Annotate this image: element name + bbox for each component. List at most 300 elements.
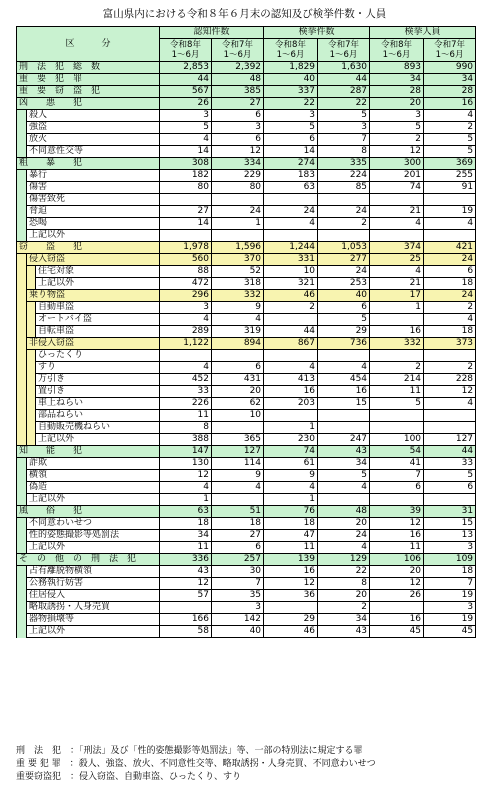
value-cell: 374 [370,242,424,254]
header-period-label: 1～6月 [435,50,464,60]
value-cell: 4 [318,542,370,554]
value-cell: 114 [212,458,264,470]
group-bracket [17,410,27,422]
value-cell: 63 [264,182,318,194]
header-period-label: 1～6月 [276,50,305,60]
value-cell: 4 [318,482,370,494]
value-cell: 20 [370,566,424,578]
value-cell: 34 [318,458,370,470]
row-label: 上記以外 [27,230,160,242]
value-cell: 34 [370,74,424,86]
row-label: 上記以外 [27,626,160,638]
group-bracket [17,254,27,266]
group-bracket [17,194,27,206]
value-cell: 18 [212,518,264,530]
value-cell: 369 [424,158,476,170]
row-label: 車上ねらい [36,398,160,410]
value-cell [264,350,318,362]
footnote: 重 要 犯 罪 ：殺人、強盗、放火、不同意性交等、略取誘拐・人身売買、不同意わいせつ [16,759,376,769]
value-cell: 27 [212,530,264,542]
value-cell: 12 [424,386,476,398]
value-cell: 5 [318,314,370,326]
value-cell: 130 [160,458,212,470]
value-cell: 2 [370,362,424,374]
table-row [17,194,476,206]
value-cell: 3 [212,122,264,134]
row-label: 不同意わいせつ [27,518,160,530]
value-cell: 26 [160,98,212,110]
value-cell: 12 [212,146,264,158]
value-cell: 18 [424,278,476,290]
value-cell: 257 [212,554,264,566]
value-cell: 1,244 [264,242,318,254]
value-cell [212,350,264,362]
value-cell: 3 [212,602,264,614]
value-cell: 8 [160,422,212,434]
table-row [17,578,476,590]
value-cell: 16 [370,530,424,542]
value-cell [370,194,424,206]
value-cell: 6 [424,266,476,278]
value-cell: 1,978 [160,242,212,254]
value-cell: 7 [212,578,264,590]
value-cell: 100 [370,434,424,446]
value-cell [370,410,424,422]
table-row [17,506,476,518]
table-row [17,230,476,242]
group-bracket [17,470,27,482]
value-cell: 24 [318,530,370,542]
header-period-r7 [318,39,370,62]
value-cell: 373 [424,338,476,350]
value-cell: 990 [424,62,476,74]
value-cell: 27 [212,98,264,110]
value-cell: 15 [424,518,476,530]
value-cell: 5 [318,470,370,482]
value-cell: 13 [424,530,476,542]
value-cell: 1,122 [160,338,212,350]
value-cell: 2 [424,302,476,314]
value-cell: 47 [264,530,318,542]
value-cell: 2 [424,362,476,374]
table-row [17,290,476,302]
value-cell: 893 [370,62,424,74]
value-cell: 46 [264,626,318,638]
table-row [17,86,476,98]
value-cell: 51 [212,506,264,518]
value-cell: 14 [160,218,212,230]
table-row [17,314,476,326]
value-cell [160,194,212,206]
table-row [17,302,476,314]
value-cell: 6 [370,482,424,494]
value-cell: 76 [264,506,318,518]
group-bracket [17,338,27,350]
row-label: 自動販売機ねらい [36,422,160,434]
value-cell: 4 [160,482,212,494]
value-cell: 894 [212,338,264,350]
value-cell: 289 [160,326,212,338]
value-cell: 44 [264,326,318,338]
table-row [17,614,476,626]
value-cell: 74 [264,446,318,458]
value-cell: 18 [424,566,476,578]
value-cell: 4 [212,314,264,326]
value-cell: 147 [160,446,212,458]
value-cell: 8 [318,578,370,590]
crime-statistics-table [16,26,476,638]
row-label: 上記以外 [36,434,160,446]
value-cell: 24 [318,206,370,218]
table-row [17,542,476,554]
value-cell: 1 [370,302,424,314]
value-cell: 29 [264,614,318,626]
group-bracket [17,578,27,590]
value-cell: 106 [370,554,424,566]
value-cell: 2 [318,602,370,614]
value-cell: 385 [212,86,264,98]
value-cell: 45 [370,626,424,638]
row-label: 万引き [36,374,160,386]
table-row [17,98,476,110]
table-row [17,146,476,158]
table-row [17,566,476,578]
value-cell [160,230,212,242]
value-cell: 4 [212,482,264,494]
group-bracket [17,530,27,542]
table-header [17,27,476,62]
group-bracket [17,386,27,398]
value-cell: 736 [318,338,370,350]
value-cell [370,422,424,434]
value-cell: 31 [424,506,476,518]
table-row [17,158,476,170]
value-cell: 4 [370,218,424,230]
value-cell: 388 [160,434,212,446]
value-cell: 308 [160,158,212,170]
row-label: 強盗 [27,122,160,134]
value-cell: 54 [370,446,424,458]
row-label: 置引き [36,386,160,398]
value-cell: 22 [318,98,370,110]
value-cell: 4 [264,218,318,230]
value-cell: 5 [424,134,476,146]
table-body [17,62,476,638]
value-cell: 88 [160,266,212,278]
row-label: 住居侵入 [27,590,160,602]
value-cell [264,230,318,242]
value-cell: 1,630 [318,62,370,74]
header-period-label: 1～6月 [171,50,200,60]
value-cell [370,314,424,326]
value-cell: 39 [370,506,424,518]
value-cell: 24 [264,206,318,218]
value-cell: 300 [370,158,424,170]
header-period-label: 1～6月 [223,50,252,60]
value-cell: 334 [212,158,264,170]
row-label: 重 要 窃 盗 犯 [17,86,160,98]
value-cell [370,602,424,614]
value-cell: 6 [212,362,264,374]
value-cell: 4 [318,362,370,374]
header-period-r8 [160,39,212,62]
value-cell: 1,596 [212,242,264,254]
value-cell: 1 [264,494,318,506]
table-row [17,590,476,602]
value-cell: 139 [264,554,318,566]
row-label: すり [36,362,160,374]
value-cell: 2 [264,302,318,314]
value-cell: 127 [424,434,476,446]
table-row [17,74,476,86]
value-cell: 5 [424,146,476,158]
row-label: 器物損壊等 [27,614,160,626]
value-cell: 2,853 [160,62,212,74]
value-cell: 14 [264,146,318,158]
value-cell: 33 [424,458,476,470]
value-cell [264,602,318,614]
value-cell [318,350,370,362]
subgroup-bracket [27,314,36,326]
table-row [17,122,476,134]
value-cell: 560 [160,254,212,266]
table-row [17,374,476,386]
row-label: ひったくり [36,350,160,362]
row-label: 上記以外 [36,278,160,290]
value-cell: 5 [160,122,212,134]
value-cell: 16 [370,614,424,626]
value-cell: 57 [160,590,212,602]
value-cell: 62 [212,398,264,410]
value-cell: 19 [424,590,476,602]
value-cell: 16 [264,386,318,398]
value-cell: 567 [160,86,212,98]
table-row [17,482,476,494]
table-row [17,134,476,146]
value-cell: 11 [160,542,212,554]
value-cell [264,194,318,206]
value-cell: 228 [424,374,476,386]
group-bracket [17,614,27,626]
value-cell: 43 [318,446,370,458]
value-cell: 61 [264,458,318,470]
table-row [17,626,476,638]
subgroup-bracket [27,302,36,314]
table-row [17,278,476,290]
value-cell: 3 [160,302,212,314]
value-cell: 3 [264,110,318,122]
value-cell: 3 [370,110,424,122]
value-cell: 28 [370,86,424,98]
value-cell [424,230,476,242]
table-row [17,518,476,530]
row-label: 占有離脱物横領 [27,566,160,578]
table-row [17,434,476,446]
group-bracket [17,602,27,614]
value-cell: 4 [160,362,212,374]
table-row [17,602,476,614]
value-cell: 43 [318,626,370,638]
row-label: 詐欺 [27,458,160,470]
value-cell: 24 [318,266,370,278]
value-cell: 74 [370,182,424,194]
value-cell: 34 [160,530,212,542]
value-cell: 287 [318,86,370,98]
value-cell: 44 [424,446,476,458]
value-cell: 40 [264,74,318,86]
group-bracket [17,230,27,242]
value-cell [212,194,264,206]
group-bracket [17,422,27,434]
group-bracket [17,518,27,530]
value-cell: 142 [212,614,264,626]
value-cell: 15 [318,398,370,410]
group-bracket [17,182,27,194]
header-period-label: 1～6月 [329,50,358,60]
row-label: 傷害 [27,182,160,194]
table-row [17,350,476,362]
value-cell: 336 [160,554,212,566]
table-row [17,62,476,74]
value-cell: 4 [160,314,212,326]
value-cell [318,194,370,206]
table-row [17,530,476,542]
table-row [17,242,476,254]
value-cell: 3 [160,110,212,122]
value-cell: 9 [264,470,318,482]
header-year-label: 令和8年 [170,40,201,50]
value-cell: 34 [424,74,476,86]
group-bracket [17,290,27,302]
group-bracket [17,122,27,134]
value-cell: 28 [424,86,476,98]
value-cell [370,494,424,506]
value-cell: 452 [160,374,212,386]
value-cell: 2 [318,218,370,230]
value-cell: 253 [318,278,370,290]
value-cell: 48 [212,74,264,86]
header-year-label: 令和7年 [222,40,253,50]
value-cell: 4 [424,218,476,230]
header-year-label: 令和7年 [434,40,465,50]
value-cell: 4 [370,266,424,278]
subgroup-bracket [27,386,36,398]
value-cell: 80 [160,182,212,194]
value-cell: 16 [264,566,318,578]
value-cell: 17 [370,290,424,302]
table-row [17,110,476,122]
header-group-kenkyo-persons: 検挙人員 [370,27,476,39]
table-row [17,494,476,506]
value-cell [212,230,264,242]
group-bracket [17,626,27,638]
value-cell: 33 [160,386,212,398]
value-cell: 63 [160,506,212,518]
value-cell: 274 [264,158,318,170]
group-bracket [17,398,27,410]
value-cell: 40 [212,626,264,638]
header-period-r7 [212,39,264,62]
value-cell: 6 [318,302,370,314]
value-cell [160,602,212,614]
value-cell: 2,392 [212,62,264,74]
value-cell: 332 [212,290,264,302]
table-row [17,554,476,566]
value-cell: 127 [212,446,264,458]
value-cell: 4 [160,134,212,146]
value-cell: 11 [160,410,212,422]
value-cell: 27 [160,206,212,218]
value-cell: 40 [318,290,370,302]
value-cell [424,422,476,434]
value-cell: 12 [370,578,424,590]
value-cell: 1 [264,422,318,434]
value-cell [424,194,476,206]
table-row [17,218,476,230]
table-row [17,446,476,458]
value-cell: 9 [212,302,264,314]
row-label: 上記以外 [27,542,160,554]
value-cell [318,494,370,506]
value-cell: 19 [424,614,476,626]
value-cell: 335 [318,158,370,170]
value-cell: 431 [212,374,264,386]
subgroup-bracket [27,266,36,278]
value-cell: 413 [264,374,318,386]
value-cell: 5 [370,122,424,134]
row-label: 風 俗 犯 [17,506,160,518]
row-label: 住宅対象 [36,266,160,278]
value-cell [424,350,476,362]
value-cell: 12 [160,470,212,482]
value-cell: 421 [424,242,476,254]
table-row [17,338,476,350]
subgroup-bracket [27,362,36,374]
value-cell: 203 [264,398,318,410]
subgroup-bracket [27,350,36,362]
row-label: オートバイ盗 [36,314,160,326]
value-cell: 12 [264,578,318,590]
value-cell: 166 [160,614,212,626]
row-label: 恐喝 [27,218,160,230]
group-bracket [17,134,27,146]
value-cell: 129 [318,554,370,566]
value-cell: 337 [264,86,318,98]
table-row [17,470,476,482]
value-cell: 319 [212,326,264,338]
value-cell: 226 [160,398,212,410]
value-cell: 1,053 [318,242,370,254]
value-cell: 41 [370,458,424,470]
value-cell: 19 [424,206,476,218]
row-label: 非侵入窃盗 [27,338,160,350]
value-cell: 80 [212,182,264,194]
row-label: 暴行 [27,170,160,182]
group-bracket [17,494,27,506]
value-cell: 277 [318,254,370,266]
value-cell: 10 [264,266,318,278]
row-label: 横領 [27,470,160,482]
value-cell: 44 [160,74,212,86]
value-cell: 34 [318,614,370,626]
subgroup-bracket [27,398,36,410]
value-cell: 201 [370,170,424,182]
row-label: 侵入窃盗 [27,254,160,266]
footnote: 重要窃盗犯 ：侵入窃盗、自動車盗、ひったくり、すり [16,772,242,782]
value-cell: 1,829 [264,62,318,74]
value-cell: 11 [370,386,424,398]
value-cell: 3 [424,542,476,554]
